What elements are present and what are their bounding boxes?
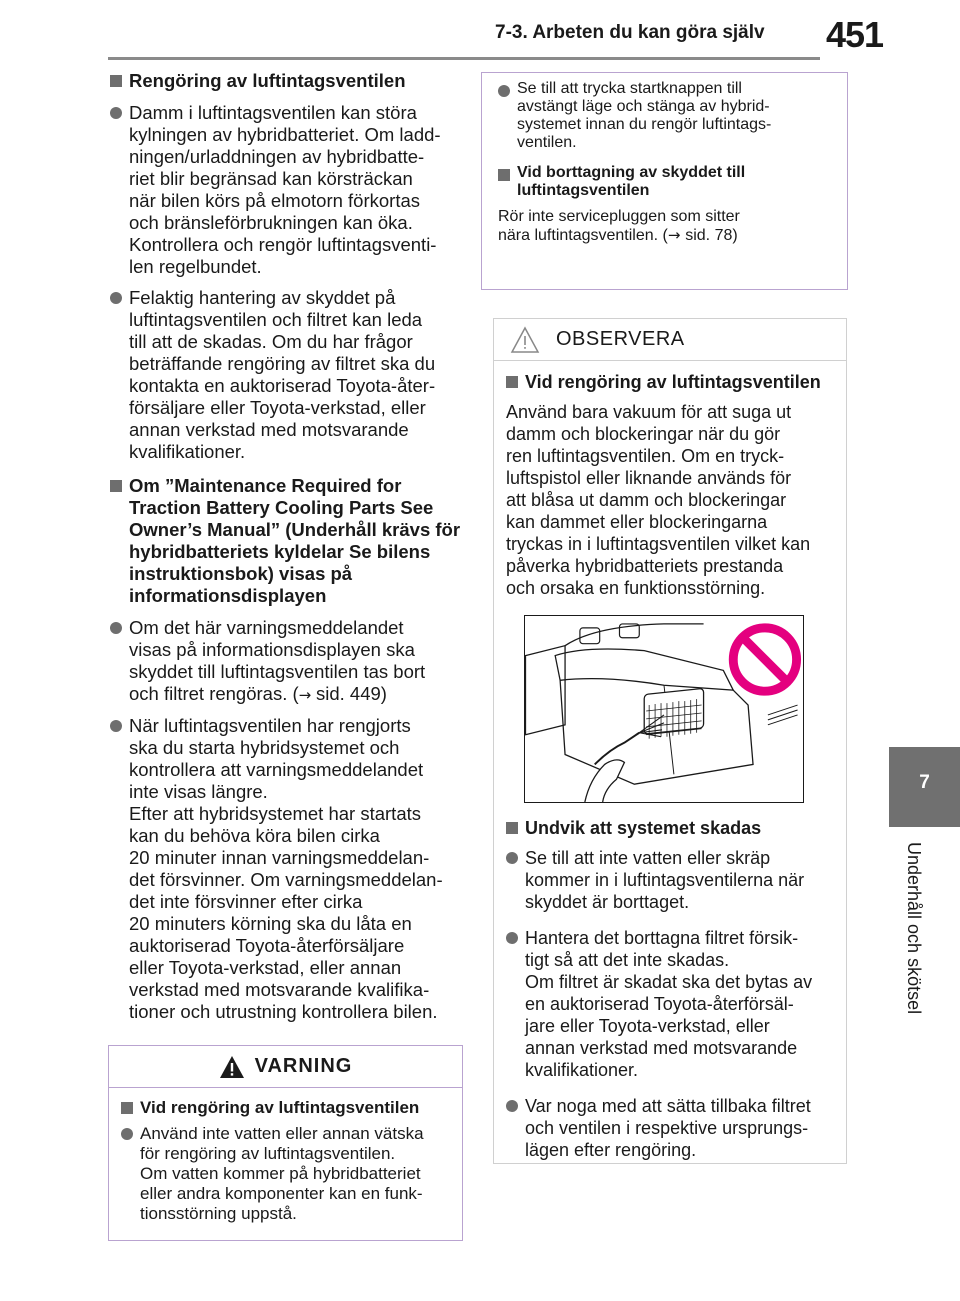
warning-box-header: [109, 1046, 462, 1088]
list-item-text: Använd inte vatten eller annan vätska för rengöring av luftintagsventilen. Om vatten kommer på hybridbatteriet eller andra komponenter kan en funk- tionsstörning uppstå.: [140, 1124, 424, 1223]
list-item-text: Hantera det borttagna filtret försik- tigt så att det inte skadas. Om filtret är skadat ska det bytas av en auktoriserad Toyota-återförsäl- jare eller Toyota-verkstad, eller annan verkstad med motsvarande kvalifikationer.: [525, 928, 813, 1080]
section-heading: [121, 1098, 450, 1118]
list-item: [506, 847, 836, 913]
paragraph: Använd bara vakuum för att suga ut damm och blockeringar när du gör ren luftintagsventilen. Om en tryck- luftspistol eller liknande används för att blåsa ut damm och blockeringar kan dammet eller blockeringarna tryckas in i luftintagsventilen vilket kan påverka hybridbatteriets prestanda och orsaka en funktionsstörning.: [506, 402, 811, 598]
round-bullet-icon: [506, 932, 518, 944]
section-heading: [506, 371, 836, 393]
chapter-number: 7: [919, 772, 930, 793]
square-bullet-icon: [121, 1102, 133, 1114]
warning-box: [108, 1045, 463, 1241]
list-item: [506, 1095, 836, 1161]
section-heading: [110, 475, 470, 607]
left-column: [110, 70, 470, 1032]
list-item-text: Var noga med att sätta tillbaka filtret och ventilen i respektive ursprungs- lägen efter rengöring.: [525, 1096, 811, 1160]
header-rule: [108, 57, 820, 60]
list-item-text-part: Om det här varningsmeddelandet visas på informationsdisplayen ska skyddet till luftintagsventilen tas bort och filtret rengöras. (: [129, 617, 426, 704]
continued-warning-box: [481, 72, 848, 290]
page-reference-arrow-icon: →: [667, 226, 686, 244]
round-bullet-icon: [498, 85, 510, 97]
prohibition-sign-icon: [733, 628, 796, 691]
warning-triangle-icon: [219, 1055, 245, 1079]
page-reference[interactable]: sid. 78): [685, 227, 738, 244]
list-item: [110, 715, 470, 1023]
notice-box: [493, 318, 847, 1164]
round-bullet-icon: [110, 292, 122, 304]
list-item: [110, 102, 470, 278]
list-item-text: Damm i luftintagsventilen kan störa kylningen av hybridbatteriet. Om ladd- ningen/urladdningen av hybridbatte- riet blir begränsad kan körsträckan när bilen körs på elmotorn förkortas och bränsleförbrukningen kan öka. Kontrollera och rengör luftintagsventi- len regelbundet.: [129, 102, 441, 277]
list-item-text: Se till att inte vatten eller skräp kommer in i luftintagsventilerna när skyddet är borttaget.: [525, 848, 805, 912]
square-bullet-icon: [110, 75, 122, 87]
notice-box-body: [494, 361, 846, 1161]
paragraph-text: Rör inte servicepluggen som sitter nära luftintagsventilen. (: [498, 208, 740, 244]
list-item: [110, 287, 470, 463]
heading-text: Vid rengöring av luftintagsventilen: [140, 1098, 420, 1117]
heading-text: Om ”Maintenance Required for Traction Battery Cooling Parts See Owner’s Manual” (Underhåll krävs för hybridbatteriets kyldelar Se bilens instruktionsbok) visas på informationsdisplayen: [129, 475, 461, 606]
list-item: [498, 80, 831, 152]
vent-cleaning-illustration: [525, 616, 803, 802]
square-bullet-icon: [110, 480, 122, 492]
list-item-text: När luftintagsventilen har rengjorts ska du starta hybridsystemet och kontrollera att varningsmeddelandet inte visas längre. Efter att hybridsystemet har startats kan du behöva köra bilen cirka 20 minuter innan varningsmeddelan- det försvinner. Om varningsmeddelan- det inte försvinner efter cirka 20 minuters körning ska du låta en auktoriserad Toyota-återförsäljare eller Toyota-verkstad, eller annan verkstad med motsvarande kvalifika- tioner och utrustning kontrollera bilen.: [129, 715, 443, 1022]
round-bullet-icon: [506, 1100, 518, 1112]
illustration-vacuum-cleaning: [524, 615, 804, 803]
section-heading: [110, 70, 470, 92]
round-bullet-icon: [110, 107, 122, 119]
list-item-text: [129, 617, 425, 706]
section-heading: [498, 164, 831, 200]
list-item: [110, 617, 470, 706]
heading-text: Undvik att systemet skadas: [525, 818, 762, 838]
heading-text: Rengöring av luftintagsventilen: [129, 70, 406, 91]
warning-box-body: [109, 1088, 462, 1224]
paragraph: [498, 208, 831, 245]
round-bullet-icon: [110, 720, 122, 732]
list-item: [506, 927, 836, 1081]
round-bullet-icon: [506, 852, 518, 864]
caution-triangle-icon: [510, 326, 540, 354]
page-number: 451: [826, 14, 884, 55]
square-bullet-icon: [498, 169, 510, 181]
round-bullet-icon: [110, 622, 122, 634]
heading-text: Vid rengöring av luftintagsventilen: [525, 372, 821, 392]
list-item-text: Felaktig hantering av skyddet på luftintagsventilen och filtret kan leda till att de skadas. Om du har frågor beträffande rengöring av filtret ska du kontakta en auktoriserad Toyota-åter- försäljare eller Toyota-verkstad, eller annan verkstad med motsvarande kvalifikationer.: [129, 287, 436, 462]
heading-text: Vid borttagning av skyddet till luftintagsventilen: [517, 164, 746, 199]
list-item: [121, 1124, 450, 1224]
notice-box-header: [494, 319, 846, 361]
notice-title: OBSERVERA: [556, 328, 685, 350]
chapter-title: Underhåll och skötsel: [904, 842, 924, 1015]
warning-title: VARNING: [254, 1055, 353, 1077]
page-reference[interactable]: sid. 449): [316, 683, 387, 704]
square-bullet-icon: [506, 376, 518, 388]
page-reference-arrow-icon: →: [298, 686, 316, 704]
section-heading: [506, 817, 836, 839]
round-bullet-icon: [121, 1128, 133, 1140]
square-bullet-icon: [506, 822, 518, 834]
section-title: 7-3. Arbeten du kan göra själv: [495, 22, 765, 43]
list-item-text: Se till att trycka startknappen till avstängt läge och stänga av hybrid- systemet innan du rengör luftintags- ventilen.: [517, 80, 772, 151]
